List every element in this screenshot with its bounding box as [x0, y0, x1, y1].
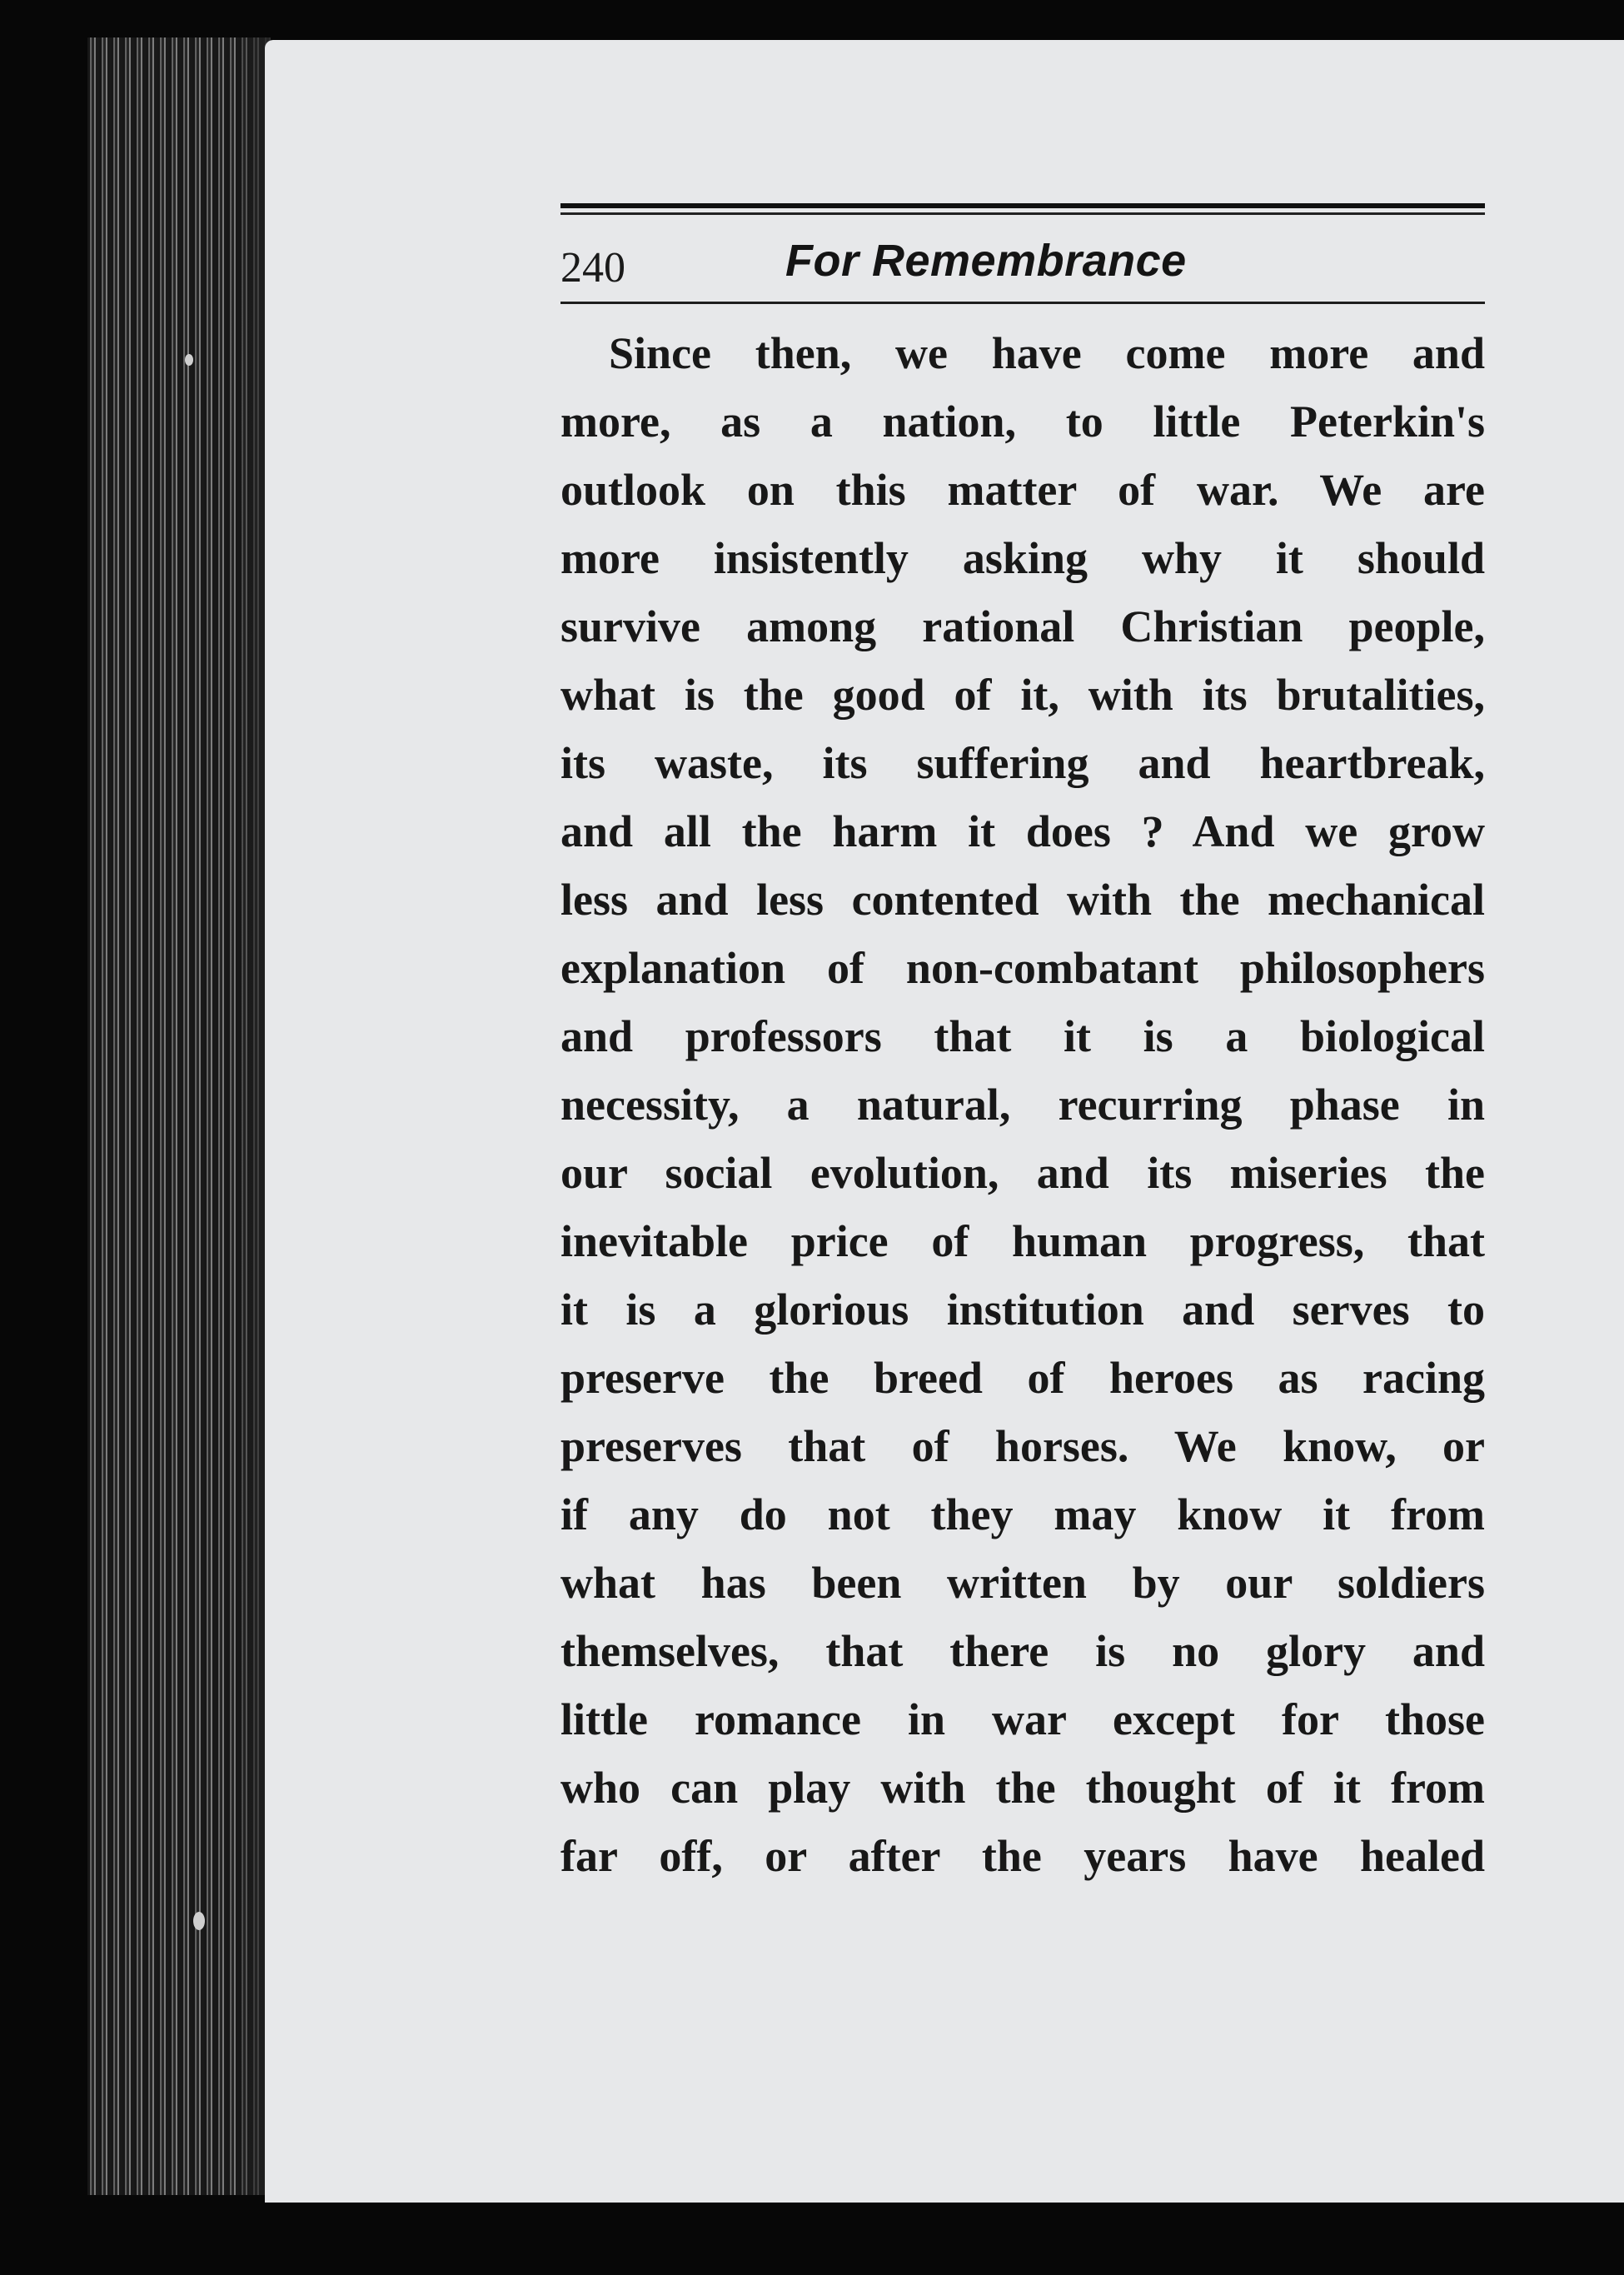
body-paragraph — [560, 319, 1485, 1890]
text-line: inevitable price of human progress, that — [560, 1216, 1485, 1266]
text-line: outlook on this matter of war. We are — [560, 465, 1485, 515]
text-line: and all the harm it does ? And we grow — [560, 806, 1485, 856]
book-page — [265, 40, 1624, 2203]
header-underline — [560, 302, 1485, 304]
text-line: if any do not they may know it from — [560, 1489, 1485, 1539]
text-line: more, as a nation, to little Peterkin's — [560, 397, 1485, 447]
text-line: explanation of non-combatant philosophers — [560, 943, 1485, 993]
page-number: 240 — [560, 244, 625, 292]
text-line: and professors that it is a biological — [560, 1011, 1485, 1061]
text-line: Since then, we have come more and — [609, 328, 1485, 378]
text-line: preserves that of horses. We know, or — [560, 1421, 1485, 1471]
text-line: our social evolution, and its miseries the — [560, 1148, 1485, 1198]
text-line: more insistently asking why it should — [560, 533, 1485, 583]
text-line: less and less contented with the mechanical — [560, 875, 1485, 925]
text-line: its waste, its suffering and heartbreak, — [560, 738, 1485, 788]
text-line: little romance in war except for those — [560, 1694, 1485, 1744]
margin-speck — [185, 354, 193, 366]
running-title: For Remembrance — [785, 236, 1187, 286]
text-line: what has been written by our soldiers — [560, 1558, 1485, 1608]
book-page-edges — [87, 37, 271, 2195]
page-content — [560, 203, 1485, 1890]
text-line: what is the good of it, with its brutalities, — [560, 670, 1485, 720]
text-line: far off, or after the years have healed — [560, 1831, 1485, 1881]
text-line: preserve the breed of heroes as racing — [560, 1353, 1485, 1403]
text-line: who can play with the thought of it from — [560, 1763, 1485, 1813]
margin-speck — [193, 1912, 205, 1930]
text-line: survive among rational Christian people, — [560, 601, 1485, 651]
text-line: it is a glorious institution and serves to — [560, 1285, 1485, 1335]
text-line: themselves, that there is no glory and — [560, 1626, 1485, 1676]
text-line: necessity, a natural, recurring phase in — [560, 1080, 1485, 1130]
running-header — [560, 215, 1485, 302]
header-rule-thick — [560, 203, 1485, 208]
